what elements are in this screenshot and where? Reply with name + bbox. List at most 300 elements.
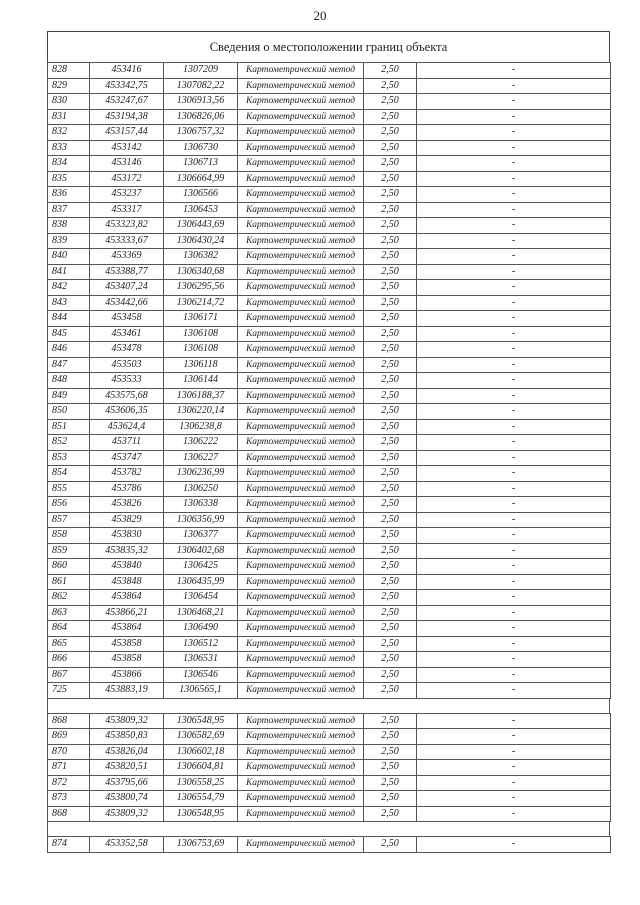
- method-cell: Картометрический метод: [238, 78, 364, 94]
- point-number: 851: [48, 419, 90, 435]
- point-number: 846: [48, 342, 90, 358]
- accuracy-cell: 2,50: [364, 667, 417, 683]
- note-cell: -: [417, 621, 611, 637]
- method-cell: Картометрический метод: [238, 140, 364, 156]
- method-cell: Картометрический метод: [238, 171, 364, 187]
- coord-y: 1306295,56: [164, 280, 238, 296]
- point-number: 869: [48, 729, 90, 745]
- coord-y: 1306214,72: [164, 295, 238, 311]
- note-cell: -: [417, 435, 611, 451]
- coord-y: 1306913,56: [164, 94, 238, 110]
- note-cell: -: [417, 559, 611, 575]
- coord-x: 453829: [90, 512, 164, 528]
- note-cell: -: [417, 667, 611, 683]
- method-cell: Картометрический метод: [238, 636, 364, 652]
- note-cell: -: [417, 713, 611, 729]
- coord-y: 1306730: [164, 140, 238, 156]
- coord-x: 453747: [90, 450, 164, 466]
- coord-y: 1306490: [164, 621, 238, 637]
- point-number: 845: [48, 326, 90, 342]
- point-number: 843: [48, 295, 90, 311]
- note-cell: -: [417, 543, 611, 559]
- coord-y: 1306453: [164, 202, 238, 218]
- coord-x: 453786: [90, 481, 164, 497]
- point-number: 850: [48, 404, 90, 420]
- accuracy-cell: 2,50: [364, 218, 417, 234]
- note-cell: -: [417, 605, 611, 621]
- point-number: 873: [48, 791, 90, 807]
- method-cell: Картометрический метод: [238, 775, 364, 791]
- note-cell: -: [417, 326, 611, 342]
- note-cell: -: [417, 450, 611, 466]
- coord-y: 1306468,21: [164, 605, 238, 621]
- coord-y: 1306171: [164, 311, 238, 327]
- table-row: [48, 357, 611, 373]
- accuracy-cell: 2,50: [364, 342, 417, 358]
- coord-x: 453711: [90, 435, 164, 451]
- accuracy-cell: 2,50: [364, 775, 417, 791]
- table-row: [48, 264, 611, 280]
- method-cell: Картометрический метод: [238, 590, 364, 606]
- point-number: 860: [48, 559, 90, 575]
- accuracy-cell: 2,50: [364, 559, 417, 575]
- point-number: 852: [48, 435, 90, 451]
- note-cell: -: [417, 187, 611, 203]
- section-separator: [47, 699, 610, 713]
- coord-x: 453442,66: [90, 295, 164, 311]
- table-row: [48, 713, 611, 729]
- note-cell: -: [417, 249, 611, 265]
- table-row: [48, 63, 611, 79]
- section-separator: [47, 822, 610, 836]
- table-row: [48, 156, 611, 172]
- point-number: 861: [48, 574, 90, 590]
- method-cell: Картометрический метод: [238, 249, 364, 265]
- accuracy-cell: 2,50: [364, 373, 417, 389]
- point-number: 832: [48, 125, 90, 141]
- note-cell: -: [417, 171, 611, 187]
- accuracy-cell: 2,50: [364, 791, 417, 807]
- table-row: [48, 435, 611, 451]
- table-row: [48, 373, 611, 389]
- table-row: [48, 342, 611, 358]
- method-cell: Картометрический метод: [238, 311, 364, 327]
- coord-y: 1306604,81: [164, 760, 238, 776]
- note-cell: -: [417, 683, 611, 699]
- coord-y: 1306753,69: [164, 837, 238, 853]
- accuracy-cell: 2,50: [364, 280, 417, 296]
- method-cell: Картометрический метод: [238, 264, 364, 280]
- method-cell: Картометрический метод: [238, 481, 364, 497]
- note-cell: -: [417, 744, 611, 760]
- note-cell: -: [417, 63, 611, 79]
- point-number: 865: [48, 636, 90, 652]
- point-number: 848: [48, 373, 90, 389]
- accuracy-cell: 2,50: [364, 202, 417, 218]
- coord-y: 1306250: [164, 481, 238, 497]
- accuracy-cell: 2,50: [364, 419, 417, 435]
- point-number: 842: [48, 280, 90, 296]
- coord-y: 1307082,22: [164, 78, 238, 94]
- accuracy-cell: 2,50: [364, 156, 417, 172]
- note-cell: -: [417, 295, 611, 311]
- point-number: 870: [48, 744, 90, 760]
- note-cell: -: [417, 636, 611, 652]
- point-number: 857: [48, 512, 90, 528]
- table-row: [48, 218, 611, 234]
- method-cell: Картометрический метод: [238, 559, 364, 575]
- coord-y: 1306512: [164, 636, 238, 652]
- method-cell: Картометрический метод: [238, 729, 364, 745]
- point-number: 874: [48, 837, 90, 853]
- point-number: 859: [48, 543, 90, 559]
- coord-x: 453533: [90, 373, 164, 389]
- page-number: 20: [313, 8, 327, 23]
- table-row: [48, 171, 611, 187]
- point-number: 841: [48, 264, 90, 280]
- coord-y: 1306425: [164, 559, 238, 575]
- table-row: [48, 744, 611, 760]
- coordinates-section: [47, 836, 611, 853]
- method-cell: Картометрический метод: [238, 187, 364, 203]
- note-cell: -: [417, 419, 611, 435]
- note-cell: -: [417, 729, 611, 745]
- method-cell: Картометрический метод: [238, 125, 364, 141]
- coord-x: 453503: [90, 357, 164, 373]
- coord-x: 453864: [90, 590, 164, 606]
- coord-x: 453407,24: [90, 280, 164, 296]
- table-row: [48, 621, 611, 637]
- coord-x: 453858: [90, 636, 164, 652]
- point-number: 854: [48, 466, 90, 482]
- table-row: [48, 78, 611, 94]
- point-number: 834: [48, 156, 90, 172]
- point-number: 831: [48, 109, 90, 125]
- accuracy-cell: 2,50: [364, 311, 417, 327]
- accuracy-cell: 2,50: [364, 760, 417, 776]
- table-row: [48, 590, 611, 606]
- table-row: [48, 202, 611, 218]
- method-cell: Картометрический метод: [238, 63, 364, 79]
- method-cell: Картометрический метод: [238, 543, 364, 559]
- coord-y: 1306340,68: [164, 264, 238, 280]
- accuracy-cell: 2,50: [364, 621, 417, 637]
- table-title: Сведения о местоположении границ объекта: [47, 31, 610, 62]
- coord-x: 453237: [90, 187, 164, 203]
- coord-y: 1306238,8: [164, 419, 238, 435]
- method-cell: Картометрический метод: [238, 357, 364, 373]
- accuracy-cell: 2,50: [364, 357, 417, 373]
- point-number: 863: [48, 605, 90, 621]
- point-number: 856: [48, 497, 90, 513]
- coord-x: 453575,68: [90, 388, 164, 404]
- table-row: [48, 729, 611, 745]
- accuracy-cell: 2,50: [364, 140, 417, 156]
- coord-y: 1306222: [164, 435, 238, 451]
- coord-x: 453146: [90, 156, 164, 172]
- table-row: [48, 791, 611, 807]
- table-row: [48, 543, 611, 559]
- accuracy-cell: 2,50: [364, 713, 417, 729]
- coord-x: 453850,83: [90, 729, 164, 745]
- table-row: [48, 404, 611, 420]
- point-number: 864: [48, 621, 90, 637]
- coord-x: 453606,35: [90, 404, 164, 420]
- coord-y: 1306443,69: [164, 218, 238, 234]
- accuracy-cell: 2,50: [364, 264, 417, 280]
- method-cell: Картометрический метод: [238, 574, 364, 590]
- coord-x: 453142: [90, 140, 164, 156]
- accuracy-cell: 2,50: [364, 187, 417, 203]
- coordinates-sheet: [47, 31, 610, 853]
- coord-x: 453840: [90, 559, 164, 575]
- table-row: [48, 636, 611, 652]
- note-cell: -: [417, 837, 611, 853]
- note-cell: -: [417, 775, 611, 791]
- table-row: [48, 233, 611, 249]
- note-cell: -: [417, 233, 611, 249]
- accuracy-cell: 2,50: [364, 729, 417, 745]
- note-cell: -: [417, 466, 611, 482]
- table-row: [48, 187, 611, 203]
- point-number: 871: [48, 760, 90, 776]
- table-row: [48, 94, 611, 110]
- method-cell: Картометрический метод: [238, 528, 364, 544]
- point-number: 868: [48, 806, 90, 822]
- coord-x: 453883,19: [90, 683, 164, 699]
- note-cell: -: [417, 218, 611, 234]
- coord-y: 1306548,95: [164, 713, 238, 729]
- table-row: [48, 125, 611, 141]
- coord-y: 1306558,25: [164, 775, 238, 791]
- note-cell: -: [417, 590, 611, 606]
- coord-x: 453826: [90, 497, 164, 513]
- note-cell: -: [417, 202, 611, 218]
- accuracy-cell: 2,50: [364, 450, 417, 466]
- coord-x: 453157,44: [90, 125, 164, 141]
- accuracy-cell: 2,50: [364, 94, 417, 110]
- note-cell: -: [417, 342, 611, 358]
- accuracy-cell: 2,50: [364, 78, 417, 94]
- method-cell: Картометрический метод: [238, 218, 364, 234]
- coord-y: 1306338: [164, 497, 238, 513]
- table-row: [48, 481, 611, 497]
- coord-y: 1306108: [164, 342, 238, 358]
- method-cell: Картометрический метод: [238, 621, 364, 637]
- coord-y: 1306108: [164, 326, 238, 342]
- accuracy-cell: 2,50: [364, 63, 417, 79]
- note-cell: -: [417, 574, 611, 590]
- method-cell: Картометрический метод: [238, 791, 364, 807]
- method-cell: Картометрический метод: [238, 280, 364, 296]
- accuracy-cell: 2,50: [364, 652, 417, 668]
- coord-x: 453820,51: [90, 760, 164, 776]
- method-cell: Картометрический метод: [238, 744, 364, 760]
- method-cell: Картометрический метод: [238, 450, 364, 466]
- note-cell: -: [417, 760, 611, 776]
- method-cell: Картометрический метод: [238, 109, 364, 125]
- table-row: [48, 388, 611, 404]
- method-cell: Картометрический метод: [238, 760, 364, 776]
- note-cell: -: [417, 373, 611, 389]
- coord-y: 1306757,32: [164, 125, 238, 141]
- point-number: 725: [48, 683, 90, 699]
- coord-x: 453800,74: [90, 791, 164, 807]
- coord-y: 1307209: [164, 63, 238, 79]
- method-cell: Картометрический метод: [238, 435, 364, 451]
- point-number: 839: [48, 233, 90, 249]
- coord-x: 453388,77: [90, 264, 164, 280]
- method-cell: Картометрический метод: [238, 667, 364, 683]
- coord-x: 453782: [90, 466, 164, 482]
- coord-y: 1306402,68: [164, 543, 238, 559]
- coord-y: 1306565,1: [164, 683, 238, 699]
- coord-x: 453342,75: [90, 78, 164, 94]
- coord-y: 1306356,99: [164, 512, 238, 528]
- method-cell: Картометрический метод: [238, 233, 364, 249]
- note-cell: -: [417, 125, 611, 141]
- coord-x: 453172: [90, 171, 164, 187]
- method-cell: Картометрический метод: [238, 837, 364, 853]
- coord-x: 453416: [90, 63, 164, 79]
- accuracy-cell: 2,50: [364, 326, 417, 342]
- point-number: 853: [48, 450, 90, 466]
- method-cell: Картометрический метод: [238, 326, 364, 342]
- note-cell: -: [417, 140, 611, 156]
- point-number: 866: [48, 652, 90, 668]
- coord-x: 453247,67: [90, 94, 164, 110]
- table-row: [48, 667, 611, 683]
- point-number: 835: [48, 171, 90, 187]
- coord-x: 453478: [90, 342, 164, 358]
- table-row: [48, 559, 611, 575]
- coordinates-table: [47, 62, 610, 853]
- accuracy-cell: 2,50: [364, 528, 417, 544]
- coord-x: 453858: [90, 652, 164, 668]
- table-row: [48, 574, 611, 590]
- point-number: 847: [48, 357, 90, 373]
- method-cell: Картометрический метод: [238, 156, 364, 172]
- point-number: 833: [48, 140, 90, 156]
- point-number: 840: [48, 249, 90, 265]
- note-cell: -: [417, 652, 611, 668]
- table-row: [48, 605, 611, 621]
- accuracy-cell: 2,50: [364, 605, 417, 621]
- point-number: 862: [48, 590, 90, 606]
- note-cell: -: [417, 388, 611, 404]
- note-cell: -: [417, 497, 611, 513]
- note-cell: -: [417, 512, 611, 528]
- table-row: [48, 280, 611, 296]
- accuracy-cell: 2,50: [364, 744, 417, 760]
- accuracy-cell: 2,50: [364, 466, 417, 482]
- accuracy-cell: 2,50: [364, 512, 417, 528]
- method-cell: Картометрический метод: [238, 342, 364, 358]
- method-cell: Картометрический метод: [238, 652, 364, 668]
- point-number: 849: [48, 388, 90, 404]
- method-cell: Картометрический метод: [238, 466, 364, 482]
- note-cell: -: [417, 78, 611, 94]
- coord-x: 453864: [90, 621, 164, 637]
- note-cell: -: [417, 357, 611, 373]
- accuracy-cell: 2,50: [364, 388, 417, 404]
- coord-y: 1306546: [164, 667, 238, 683]
- table-row: [48, 652, 611, 668]
- coord-y: 1306826,06: [164, 109, 238, 125]
- table-row: [48, 419, 611, 435]
- table-row: [48, 140, 611, 156]
- coord-y: 1306430,24: [164, 233, 238, 249]
- coord-y: 1306531: [164, 652, 238, 668]
- coord-x: 453809,32: [90, 713, 164, 729]
- point-number: 830: [48, 94, 90, 110]
- coord-x: 453826,04: [90, 744, 164, 760]
- accuracy-cell: 2,50: [364, 404, 417, 420]
- method-cell: Картометрический метод: [238, 806, 364, 822]
- coord-x: 453848: [90, 574, 164, 590]
- coord-x: 453369: [90, 249, 164, 265]
- method-cell: Картометрический метод: [238, 512, 364, 528]
- coord-y: 1306554,79: [164, 791, 238, 807]
- table-row: [48, 109, 611, 125]
- table-row: [48, 497, 611, 513]
- method-cell: Картометрический метод: [238, 605, 364, 621]
- note-cell: -: [417, 109, 611, 125]
- note-cell: -: [417, 280, 611, 296]
- method-cell: Картометрический метод: [238, 713, 364, 729]
- method-cell: Картометрический метод: [238, 295, 364, 311]
- point-number: 858: [48, 528, 90, 544]
- table-row: [48, 326, 611, 342]
- accuracy-cell: 2,50: [364, 295, 417, 311]
- table-row: [48, 311, 611, 327]
- coord-y: 1306566: [164, 187, 238, 203]
- coord-x: 453333,67: [90, 233, 164, 249]
- accuracy-cell: 2,50: [364, 806, 417, 822]
- point-number: 838: [48, 218, 90, 234]
- note-cell: -: [417, 264, 611, 280]
- coord-y: 1306382: [164, 249, 238, 265]
- accuracy-cell: 2,50: [364, 435, 417, 451]
- coord-x: 453194,38: [90, 109, 164, 125]
- coord-x: 453795,66: [90, 775, 164, 791]
- accuracy-cell: 2,50: [364, 109, 417, 125]
- accuracy-cell: 2,50: [364, 125, 417, 141]
- table-row: [48, 528, 611, 544]
- accuracy-cell: 2,50: [364, 481, 417, 497]
- point-number: 855: [48, 481, 90, 497]
- note-cell: -: [417, 481, 611, 497]
- accuracy-cell: 2,50: [364, 683, 417, 699]
- coord-y: 1306548,95: [164, 806, 238, 822]
- coordinates-section: [47, 62, 611, 699]
- method-cell: Картометрический метод: [238, 388, 364, 404]
- method-cell: Картометрический метод: [238, 419, 364, 435]
- note-cell: -: [417, 404, 611, 420]
- note-cell: -: [417, 528, 611, 544]
- method-cell: Картометрический метод: [238, 497, 364, 513]
- note-cell: -: [417, 94, 611, 110]
- table-row: [48, 775, 611, 791]
- point-number: 836: [48, 187, 90, 203]
- point-number: 867: [48, 667, 90, 683]
- accuracy-cell: 2,50: [364, 837, 417, 853]
- accuracy-cell: 2,50: [364, 636, 417, 652]
- point-number: 872: [48, 775, 90, 791]
- coord-x: 453461: [90, 326, 164, 342]
- table-row: [48, 466, 611, 482]
- accuracy-cell: 2,50: [364, 590, 417, 606]
